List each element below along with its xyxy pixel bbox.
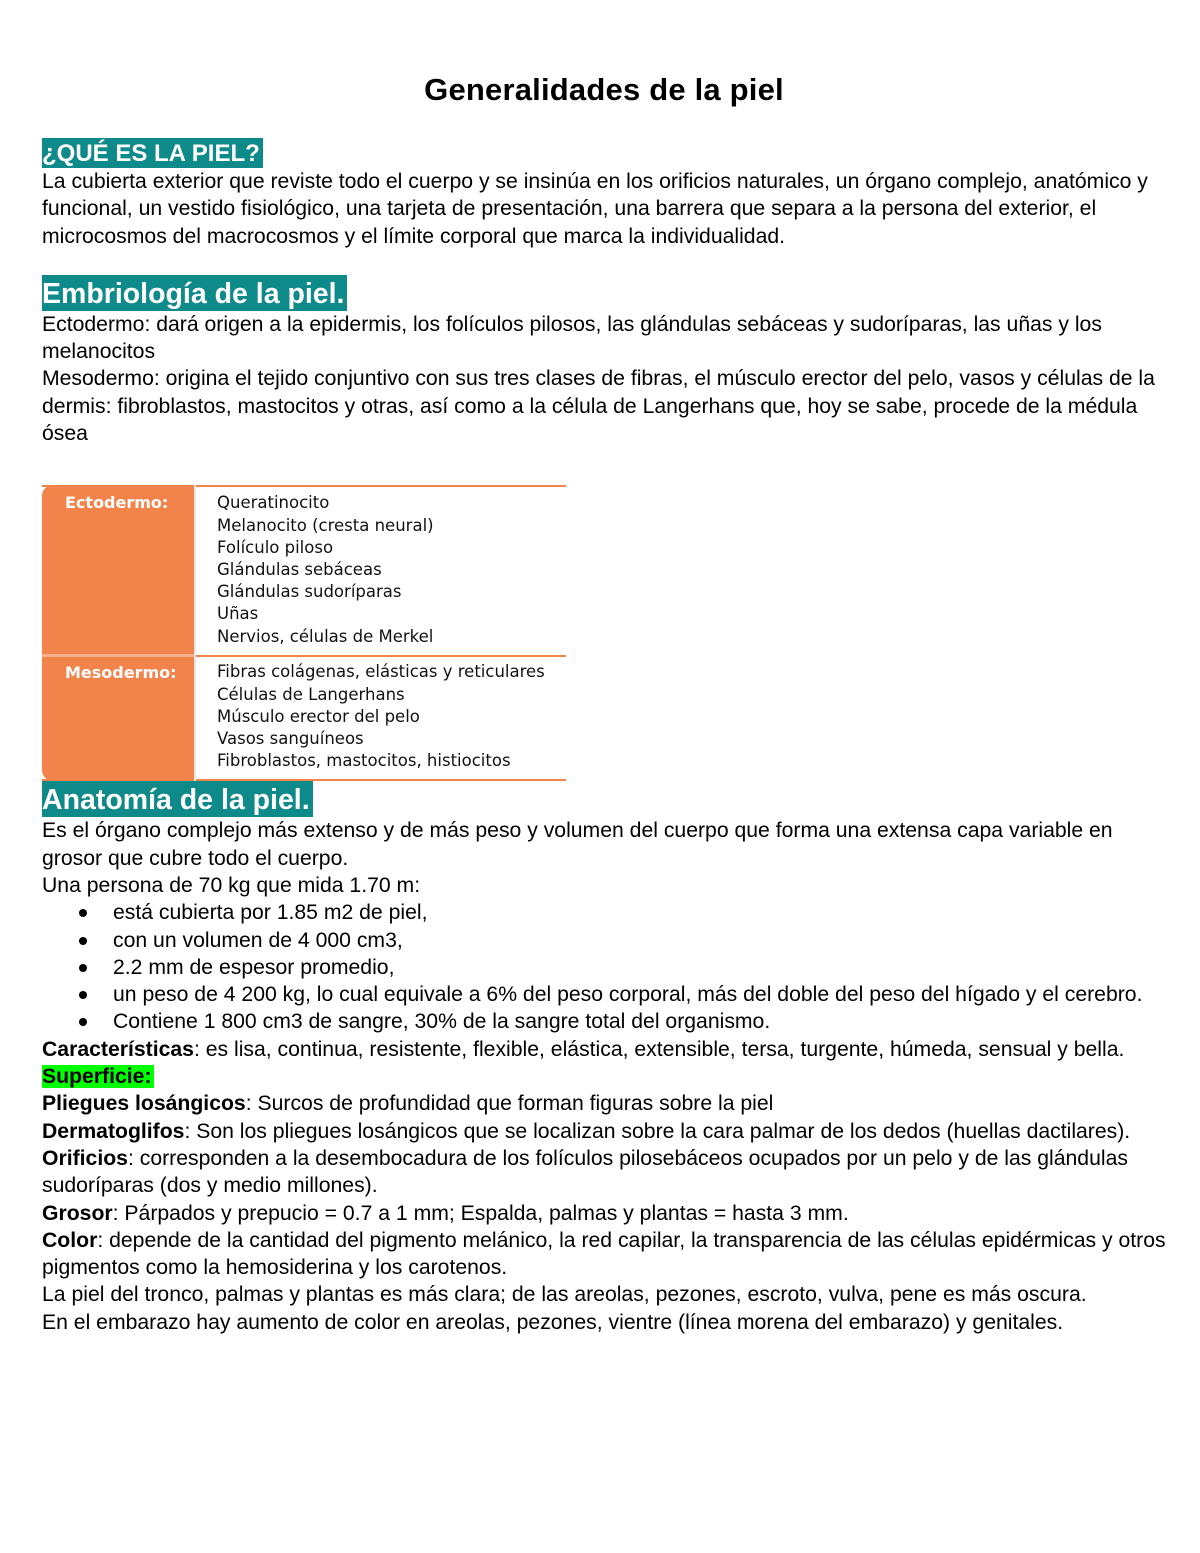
bullet-list-medidas — [42, 899, 1172, 1035]
paragraph-persona: Una persona de 70 kg que mida 1.70 m: — [42, 873, 421, 897]
list-item: Contiene 1 800 cm3 de sangre, 30% de la sangre total del organismo. — [42, 1008, 1172, 1035]
paragraph-definicion: La cubierta exterior que reviste todo el cuerpo y se insinúa en los orificios naturales, un órgano complejo, anatómico y funcional, un vestido fisiológico, una tarjeta de presentación, una barrera que separa a la persona del exterior, el microcosmos del macrocosmos y el límite corporal que marca la individualidad. — [42, 170, 1148, 248]
table-vertical-line — [194, 485, 196, 781]
heading-embriologia — [42, 275, 1172, 311]
paragraph-embarazo: En el embarazo hay aumento de color en areolas, pezones, vientre (línea morena del embarazo) y genitales. — [42, 1310, 1064, 1334]
heading-anatomia-label: Anatomía de la piel. — [42, 781, 313, 817]
table-label-column — [42, 485, 194, 781]
heading-que-es-la-piel — [42, 138, 1172, 168]
table-item: Melanocito (cresta neural) — [217, 515, 434, 535]
document-title: Generalidades de la piel — [424, 72, 784, 107]
paragraph-mesodermo: Mesodermo: origina el tejido conjuntivo con sus tres clases de fibras, el músculo erector del pelo, vasos y células de la dermis: fibroblastos, mastocitos y otras, así como a la célula de Langerhans que, hoy se sabe, procede de la médula ósea — [42, 367, 1155, 446]
paragraph-color — [42, 1227, 1172, 1282]
text-grosor: : Párpados y prepucio = 0.7 a 1 mm; Espalda, palmas y plantas = hasta 3 mm. — [112, 1201, 849, 1225]
label-color: Color — [42, 1228, 98, 1252]
list-item: con un volumen de 4 000 cm3, — [42, 927, 1172, 954]
table-item: Células de Langerhans — [217, 684, 405, 704]
document-body — [42, 138, 1172, 1336]
embryology-table-image — [42, 485, 566, 781]
table-item: Nervios, células de Merkel — [217, 626, 434, 646]
table-item: Queratinocito — [217, 493, 330, 513]
paragraph-caracteristicas — [42, 1036, 1172, 1063]
heading-embriologia-label: Embriología de la piel. — [42, 275, 347, 311]
text-orificios: : corresponden a la desembocadura de los folículos pilosebáceos ocupados por un pelo y de las glándulas sudoríparas (dos y medio millones). — [42, 1146, 1128, 1198]
table-divider-top — [42, 485, 566, 487]
table-item: Glándulas sudoríparas — [217, 582, 402, 602]
paragraph-ectodermo: Ectodermo: dará origen a la epidermis, los folículos pilosos, las glándulas sebáceas y sudoríparas, las uñas y los melanocitos — [42, 312, 1102, 364]
table-label-ectodermo: Ectodermo: — [65, 493, 169, 513]
label-superficie: Superficie — [42, 1065, 145, 1089]
label-orificios: Orificios — [42, 1146, 128, 1170]
text-dermatoglifos: : Son los pliegues losángicos que se localizan sobre la cara palmar de los dedos (huellas dactilares). — [184, 1119, 1131, 1143]
table-item: Músculo erector del pelo — [217, 706, 420, 726]
list-item: está cubierta por 1.85 m2 de piel, — [42, 899, 1172, 926]
heading-anatomia — [42, 781, 1172, 817]
label-superficie-colon: : — [144, 1065, 152, 1089]
text-color: : depende de la cantidad del pigmento melánico, la red capilar, la transparencia de las células epidérmicas y otros pigmentos como la hemosiderina y los carotenos. — [42, 1228, 1166, 1280]
table-item: Folículo piloso — [217, 537, 334, 557]
paragraph-dermatoglifos — [42, 1118, 1172, 1145]
label-dermatoglifos: Dermatoglifos — [42, 1119, 185, 1143]
list-item: 2.2 mm de espesor promedio, — [42, 954, 1172, 981]
table-items-ectodermo — [217, 492, 434, 647]
table-item: Vasos sanguíneos — [217, 728, 364, 748]
label-pliegues: Pliegues losángicos — [42, 1092, 246, 1116]
table-item: Glándulas sebáceas — [217, 559, 382, 579]
paragraph-grosor — [42, 1200, 1172, 1227]
table-divider-bottom — [42, 779, 566, 781]
table-label-mesodermo: Mesodermo: — [65, 663, 177, 683]
table-label-divider — [42, 654, 194, 657]
paragraph-pliegues — [42, 1090, 1172, 1117]
label-grosor: Grosor — [42, 1201, 113, 1225]
text-caracteristicas: : es lisa, continua, resistente, flexible, elástica, extensible, tersa, turgente, húmeda, sensual y bella. — [193, 1037, 1125, 1061]
text-pliegues: : Surcos de profundidad que forman figuras sobre la piel — [245, 1092, 774, 1116]
heading-que-es-label: ¿QUÉ ES LA PIEL? — [42, 138, 263, 168]
table-items-mesodermo — [217, 661, 545, 772]
label-caracteristicas: Características — [42, 1037, 194, 1061]
paragraph-orificios — [42, 1145, 1172, 1200]
highlight-superficie — [42, 1065, 154, 1088]
paragraph-superficie — [42, 1063, 1172, 1090]
paragraph-tronco: La piel del tronco, palmas y plantas es más clara; de las areolas, pezones, escroto, vulva, pene es más oscura. — [42, 1283, 1087, 1307]
list-item: un peso de 4 200 kg, lo cual equivale a 6% del peso corporal, más del doble del peso del hígado y el cerebro. — [42, 981, 1172, 1008]
table-item: Fibras colágenas, elásticas y reticulares — [217, 662, 545, 682]
table-item: Fibroblastos, mastocitos, histiocitos — [217, 751, 511, 771]
table-item: Uñas — [217, 604, 259, 624]
paragraph-anatomia-intro: Es el órgano complejo más extenso y de más peso y volumen del cuerpo que forma una extensa capa variable en grosor que cubre todo el cuerpo. — [42, 819, 1113, 870]
